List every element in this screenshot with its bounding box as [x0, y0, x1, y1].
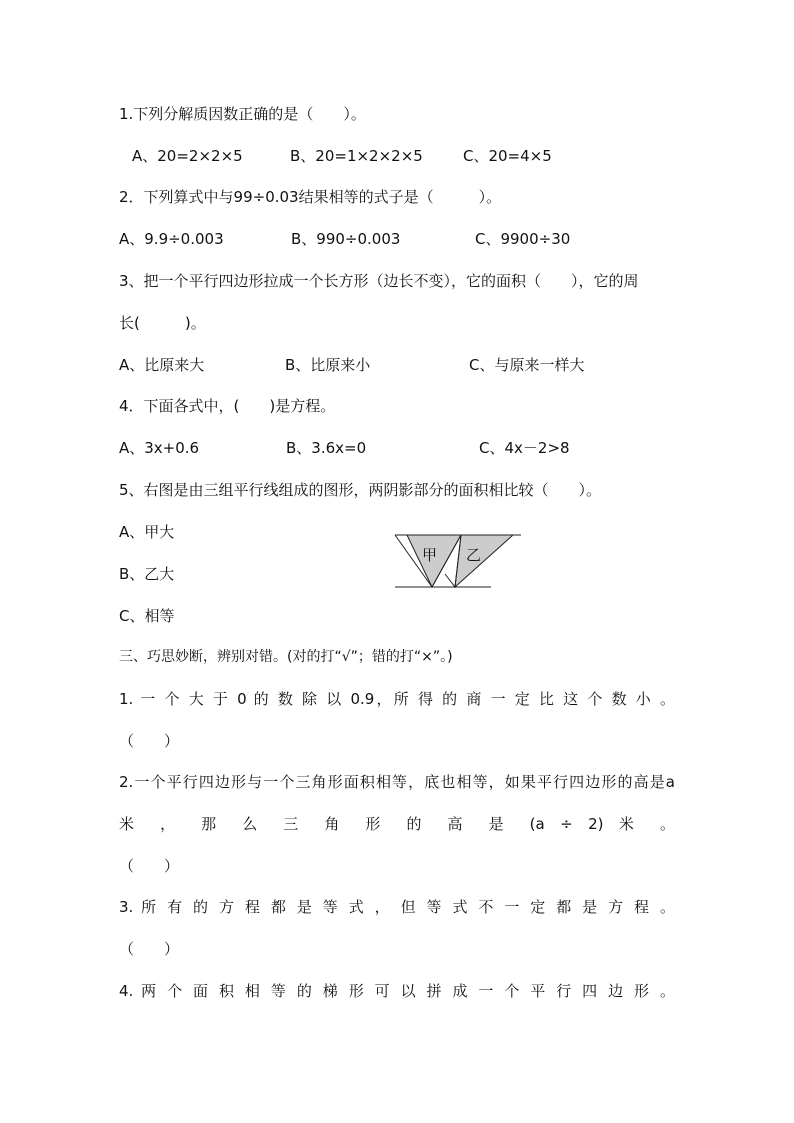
q1-option-a: A、20=2×2×5 — [132, 147, 243, 165]
q5-option-c: C、相等 — [119, 607, 175, 625]
section3-title: 三、巧思妙断，辨别对错。(对的打“√”；错的打“×”。) — [119, 649, 453, 665]
judge-q2-text-line2: 米 ， 那 么 三 角 形 的 高 是 (a ÷ 2) 米 。 — [119, 815, 675, 833]
q3-option-b: B、比原来小 — [285, 356, 371, 374]
judge-q2-paren: （ ） — [119, 857, 180, 875]
judge-q4-text: 4. 两 个 面 积 相 等 的 梯 形 可 以 拼 成 一 个 平 行 四 边 形 。 — [119, 982, 675, 1000]
q2-option-c: C、9900÷30 — [475, 230, 571, 248]
q5-stem: 5、右图是由三组平行线组成的图形，两阴影部分的面积相比较（ ）。 — [119, 481, 602, 499]
q5-option-b: B、乙大 — [119, 565, 175, 583]
q4-option-a: A、3x+0.6 — [119, 439, 200, 457]
judge-q1-text: 1. 一 个 大 于 0 的 数 除 以 0.9，所 得 的 商 一 定 比 这 个 数 小 。 — [119, 690, 675, 708]
q2-option-b: B、990÷0.003 — [291, 230, 401, 248]
q1-stem: 1.下列分解质因数正确的是（ ）。 — [119, 105, 366, 123]
judge-q1-paren: （ ） — [119, 732, 180, 750]
q4-stem: 4．下面各式中，( )是方程。 — [119, 397, 336, 415]
q1-option-b: B、20=1×2×2×5 — [290, 147, 423, 165]
q1-option-c: C、20=4×5 — [463, 147, 552, 165]
q5-option-a: A、甲大 — [119, 523, 175, 541]
figure-shape-yi — [455, 535, 513, 587]
q2-option-a: A、9.9÷0.003 — [119, 230, 224, 248]
judge-q3-text: 3. 所 有 的 方 程 都 是 等 式 ， 但 等 式 不 一 定 都 是 方 程 。 — [119, 898, 675, 916]
q3-option-a: A、比原来大 — [119, 356, 205, 374]
figure-label-yi: 乙 — [466, 546, 482, 564]
figure-label-jia: 甲 — [422, 546, 438, 564]
q4-option-b: B、3.6x=0 — [286, 439, 367, 457]
q2-stem: 2．下列算式中与99÷0.03结果相等的式子是（ ）。 — [119, 188, 502, 206]
judge-q2-text-line1: 2.一个平行四边形与一个三角形面积相等，底也相等，如果平行四边形的高是a — [119, 773, 675, 791]
q4-option-c: C、4x－2>8 — [479, 439, 570, 457]
judge-q3-paren: （ ） — [119, 940, 180, 958]
parallel-lines-figure — [393, 530, 527, 594]
q3-stem-line1: 3、把一个平行四边形拉成一个长方形（边长不变），它的面积（ ），它的周 — [119, 272, 639, 290]
q3-option-c: C、与原来一样大 — [469, 356, 585, 374]
q3-stem-line2: 长( )。 — [119, 314, 206, 332]
